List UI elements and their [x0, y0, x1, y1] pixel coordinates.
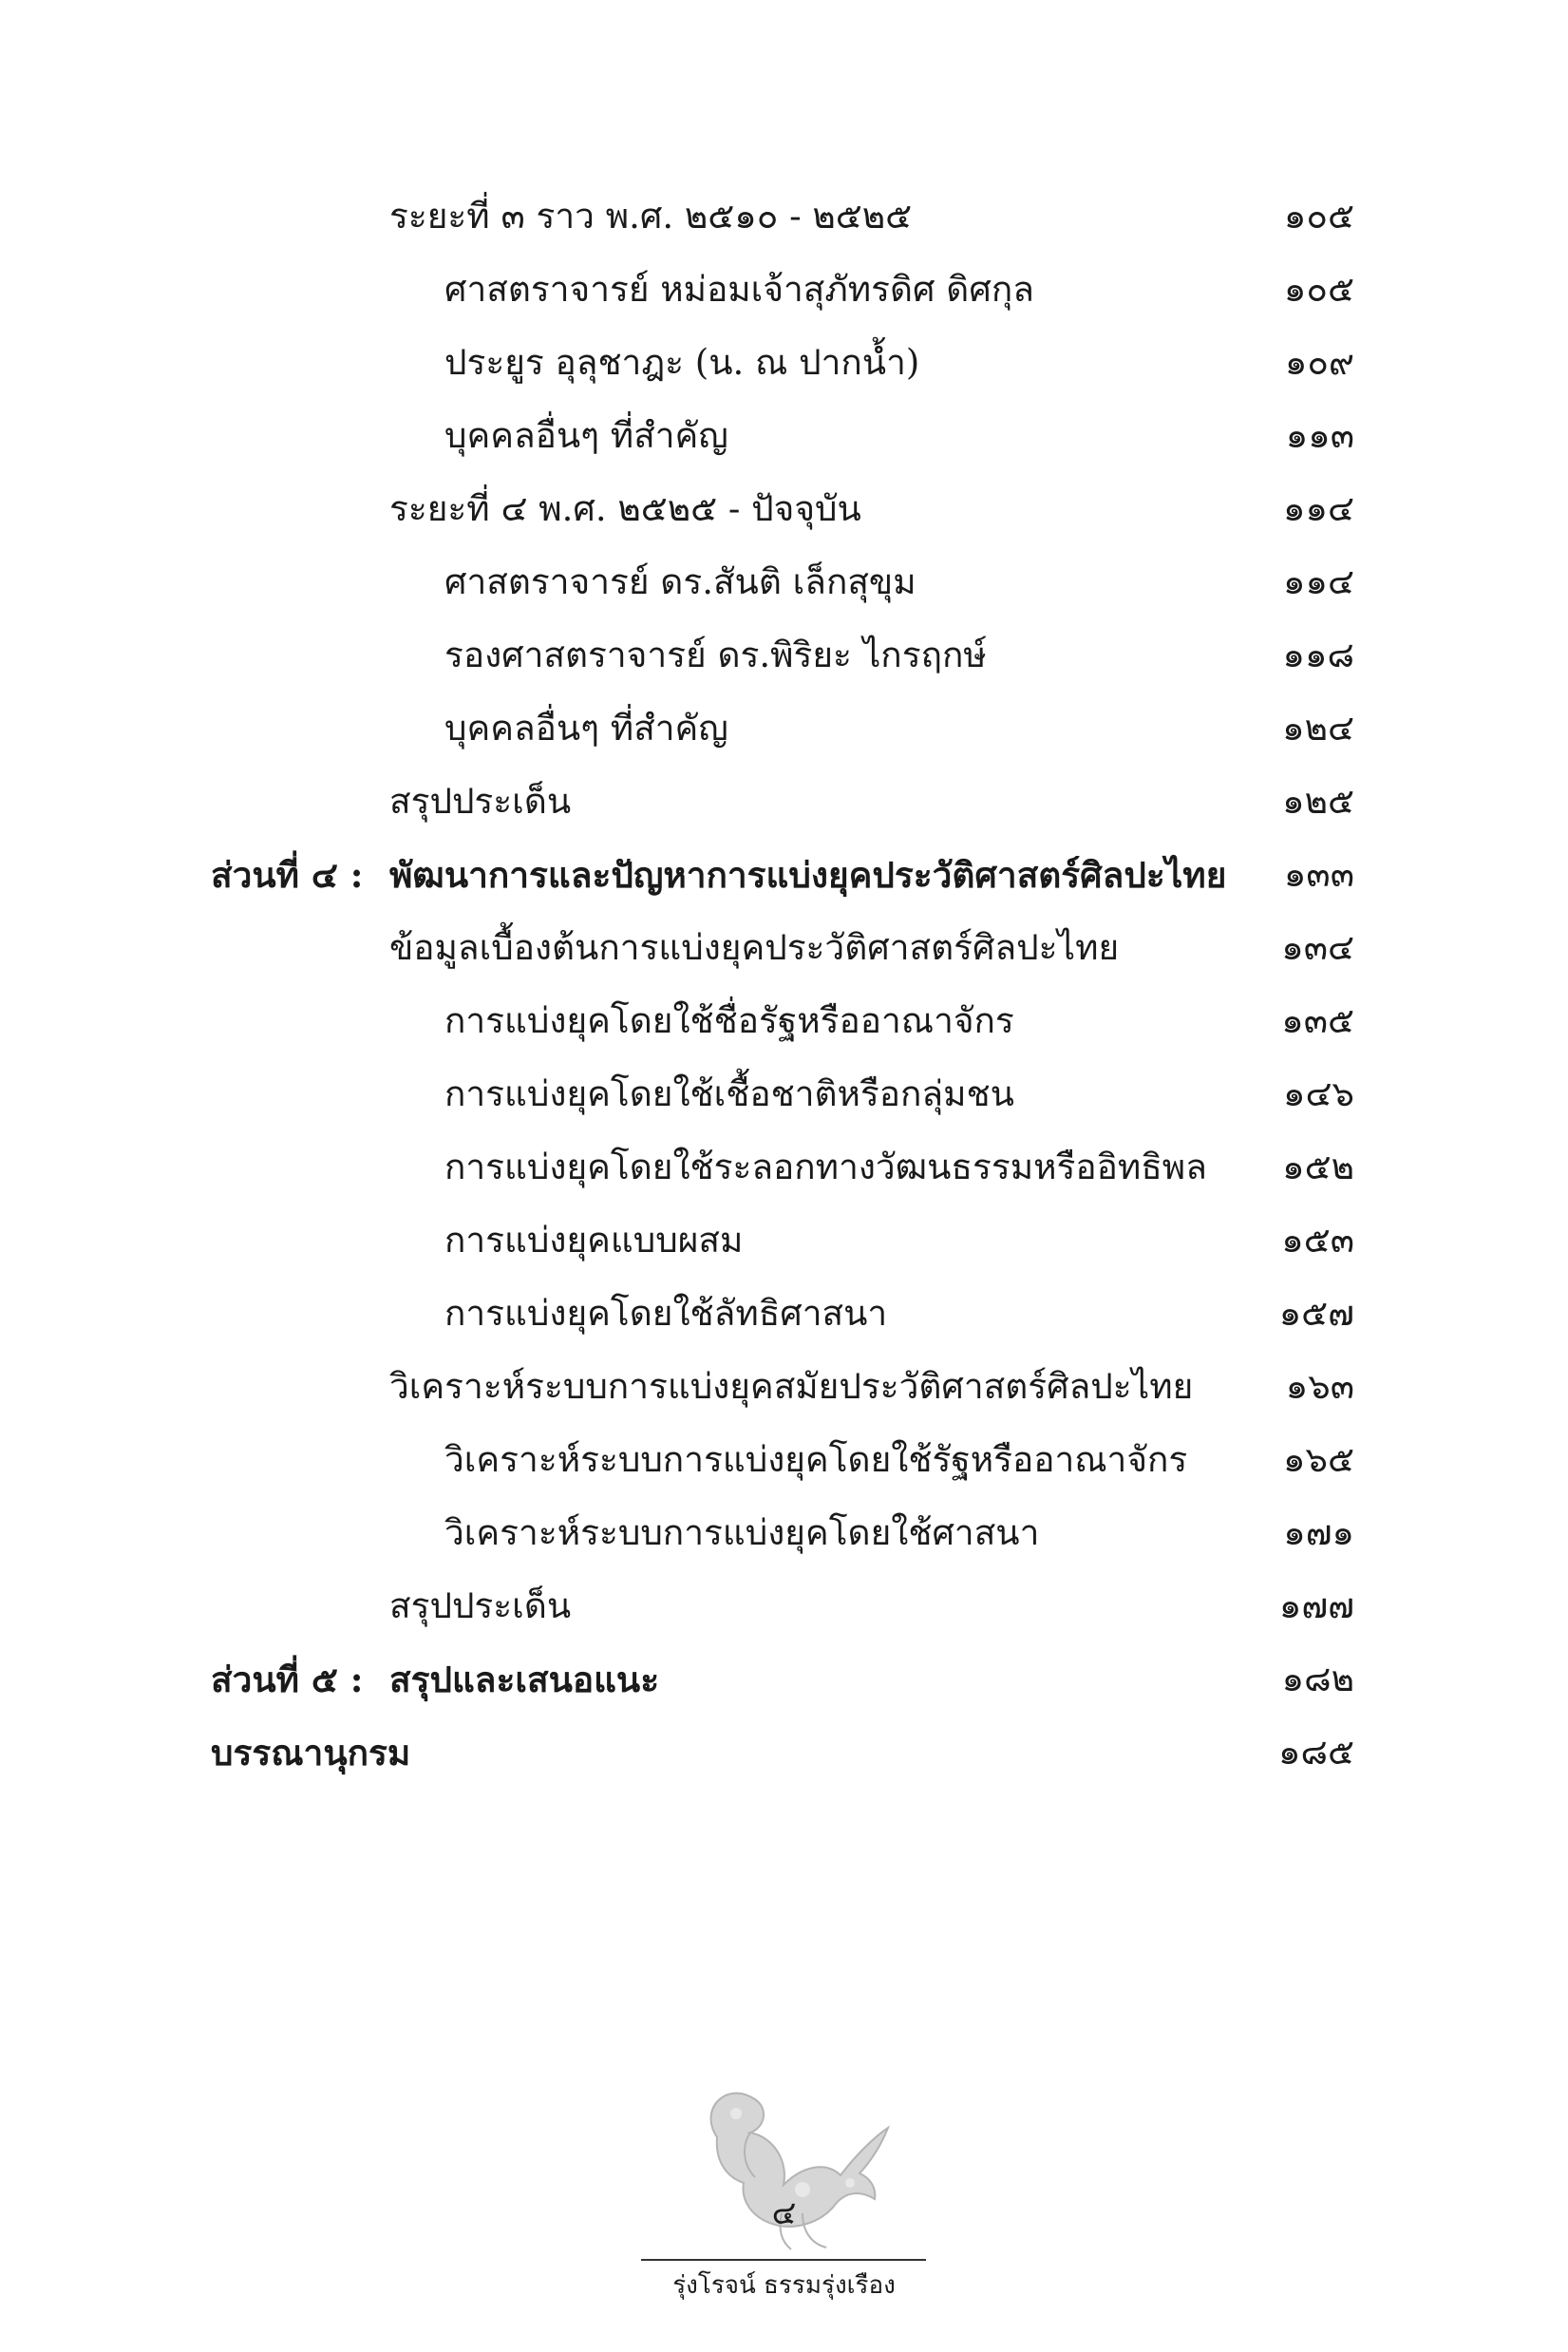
toc-page-number: ๑๓๔ — [1281, 927, 1354, 968]
toc-part-label: ส่วนที่ ๕ : — [211, 1659, 364, 1700]
toc-entry — [0, 1432, 1568, 1489]
toc-page-number: ๑๕๒ — [1282, 1147, 1354, 1187]
toc-entry — [0, 1066, 1568, 1123]
toc-page-number: ๑๓๓ — [1283, 854, 1354, 895]
toc-page-number: ๑๖๕ — [1283, 1439, 1354, 1480]
toc-page-number: ๑๖๓ — [1285, 1366, 1354, 1407]
toc-page-number: ๑๘๒ — [1281, 1659, 1354, 1699]
toc-entry — [0, 1505, 1568, 1562]
toc-page-number: ๑๑๓ — [1285, 415, 1354, 456]
toc-entry — [0, 1139, 1568, 1196]
toc-entry-title: ระยะที่ ๔ พ.ศ. ๒๕๒๕ - ปัจจุบัน — [389, 488, 861, 529]
toc-entry-title: บุคคลอื่นๆ ที่สำคัญ — [444, 415, 728, 456]
toc-entry — [0, 920, 1568, 977]
toc-page-number: ๑๔๖ — [1283, 1073, 1354, 1114]
toc-entry — [0, 554, 1568, 611]
toc-entry-title: วิเคราะห์ระบบการแบ่งยุคโดยใช้ศาสนา — [444, 1512, 1040, 1553]
toc-entry — [0, 700, 1568, 757]
toc-entry-title: ข้อมูลเบื้องต้นการแบ่งยุคประวัติศาสตร์ศิลปะไทย — [389, 927, 1120, 968]
toc-page-number: ๑๘๕ — [1277, 1732, 1354, 1773]
toc-entry-title: สรุปและเสนอแนะ — [389, 1659, 660, 1700]
toc-entry — [0, 1724, 1568, 1781]
toc-entry-title: การแบ่งยุคโดยใช้เชื้อชาติหรือกลุ่มชน — [444, 1073, 1014, 1114]
toc-entry-title: การแบ่งยุคโดยใช้ระลอกทางวัฒนธรรมหรืออิทธิพล — [444, 1147, 1207, 1187]
toc-page-number: ๑๒๔ — [1282, 708, 1354, 749]
toc-entry-title: ศาสตราจารย์ หม่อมเจ้าสุภัทรดิศ ดิศกุล — [444, 269, 1034, 310]
toc-entry — [0, 1358, 1568, 1415]
toc-entry-title: รองศาสตราจารย์ ดร.พิริยะ ไกรฤกษ์ — [444, 635, 987, 675]
toc-page-number: ๑๑๔ — [1283, 561, 1354, 602]
toc-page-number: ๑๒๕ — [1282, 781, 1354, 822]
toc-page-number: ๑๕๗ — [1278, 1293, 1354, 1334]
toc-page-number: ๑๑๔ — [1283, 488, 1354, 529]
toc-entry-title: วิเคราะห์ระบบการแบ่งยุคสมัยประวัติศาสตร์ศิลปะไทย — [389, 1366, 1194, 1407]
toc-entry-title: การแบ่งยุคแบบผสม — [444, 1220, 744, 1261]
toc-entry-title: บรรณานุกรม — [211, 1732, 411, 1773]
toc-page-number: ๑๗๑ — [1283, 1512, 1354, 1553]
toc-page-number: ๑๗๗ — [1278, 1585, 1354, 1626]
toc-entry-title: การแบ่งยุคโดยใช้ชื่อรัฐหรืออาณาจักร — [444, 1000, 1014, 1041]
toc-part-heading — [0, 1651, 1568, 1708]
toc-entry — [0, 773, 1568, 830]
toc-entry-title: สรุปประเด็น — [389, 781, 572, 822]
toc-entry-title: พัฒนาการและปัญหาการแบ่งยุคประวัติศาสตร์ศิลปะไทย — [389, 854, 1227, 896]
toc-page-number: ๑๑๘ — [1282, 635, 1354, 675]
toc-entry — [0, 1578, 1568, 1635]
toc-part-heading — [0, 846, 1568, 903]
toc-entry — [0, 334, 1568, 391]
toc-entry-title: สรุปประเด็น — [389, 1585, 572, 1626]
toc-entry — [0, 481, 1568, 538]
toc-entry — [0, 627, 1568, 684]
toc-entry — [0, 1212, 1568, 1269]
toc-entry-title: ประยูร อุลุชาฎะ (น. ณ ปากน้ำ) — [444, 342, 920, 383]
toc-page-number: ๑๓๕ — [1281, 1000, 1354, 1041]
toc-entry-title: ระยะที่ ๓ ราว พ.ศ. ๒๕๑๐ - ๒๕๒๕ — [389, 196, 913, 237]
toc-entry-title: ศาสตราจารย์ ดร.สันติ เล็กสุขุม — [444, 561, 916, 602]
page-footer — [0, 2071, 1568, 2337]
toc-page-number: ๑๐๕ — [1283, 196, 1354, 237]
toc-entry-title: วิเคราะห์ระบบการแบ่งยุคโดยใช้รัฐหรืออาณาจักร — [444, 1439, 1188, 1480]
toc-part-label: ส่วนที่ ๔ : — [211, 854, 364, 896]
toc-entry — [0, 1285, 1568, 1342]
toc-page-number: ๑๐๙ — [1284, 342, 1354, 383]
toc-page-number: ๑๕๓ — [1281, 1220, 1354, 1261]
toc-entry — [0, 188, 1568, 245]
footer-divider — [641, 2259, 926, 2261]
footer-author: รุ่งโรจน์ ธรรมรุ่งเรือง — [672, 2271, 896, 2300]
toc-entry-title: บุคคลอื่นๆ ที่สำคัญ — [444, 708, 728, 749]
toc-entry — [0, 993, 1568, 1050]
toc-entry — [0, 408, 1568, 465]
toc-page-number: ๑๐๕ — [1283, 269, 1354, 310]
page-number: ๔ — [771, 2194, 797, 2232]
toc-entry-title: การแบ่งยุคโดยใช้ลัทธิศาสนา — [444, 1293, 888, 1334]
toc-entry — [0, 261, 1568, 318]
